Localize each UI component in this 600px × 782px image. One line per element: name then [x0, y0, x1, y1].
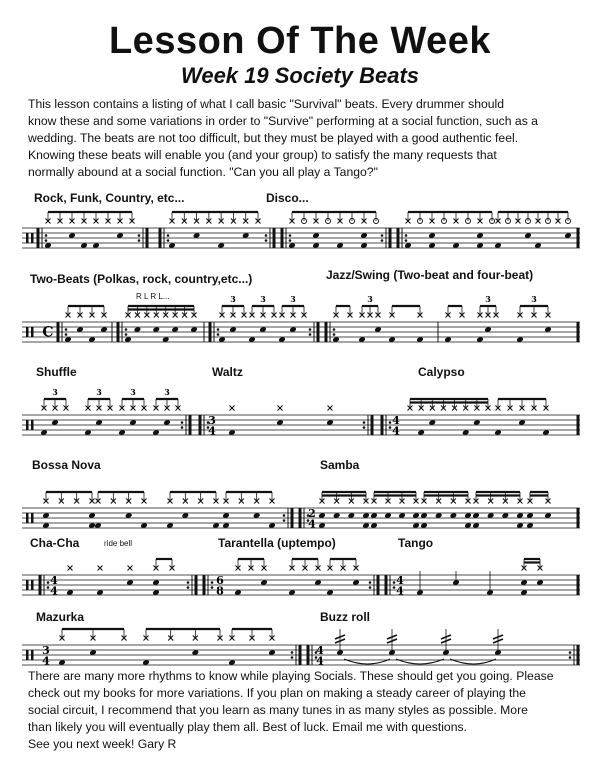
time-signature-bottom: 4 [396, 584, 404, 598]
repeat-dot [187, 586, 190, 589]
repeat-dot [309, 333, 312, 336]
lesson-title: Lesson Of The Week [108, 20, 492, 62]
triplet-mark: 3 [164, 387, 170, 397]
percussion-clef [26, 650, 29, 660]
triplet-mark: 3 [290, 294, 296, 304]
sticking-text: R L R L... [136, 292, 170, 301]
repeat-dot [289, 234, 292, 237]
time-signature-top: 3 [42, 644, 50, 657]
time-signature-top: 4 [396, 574, 404, 587]
label-samba: Samba [320, 458, 360, 472]
intro-line: know these and some variations in order to "Survive" performing at a social function, such as a [28, 114, 538, 128]
repeat-dot [211, 586, 214, 589]
time-signature-bottom: 8 [216, 584, 224, 598]
lesson-subtitle: Week 19 Society Beats [180, 63, 420, 88]
repeat-dot [381, 239, 384, 242]
time-signature-top: 4 [316, 644, 324, 657]
triplet-mark: 3 [531, 294, 537, 304]
percussion-clef [26, 233, 29, 243]
repeat-dot [45, 234, 48, 237]
repeat-dot [393, 581, 396, 584]
time-signature-top: 6 [216, 574, 224, 587]
label-tango: Tango [398, 536, 434, 550]
percussion-clef [26, 420, 29, 430]
triplet-mark: 3 [485, 294, 491, 304]
label-buzz-roll: Buzz roll [320, 610, 370, 624]
time-signature-bottom: 4 [42, 654, 50, 668]
repeat-dot [389, 421, 392, 424]
percussion-clef [26, 580, 29, 590]
repeat-dot [405, 239, 408, 242]
triplet-mark: 3 [367, 294, 373, 304]
percussion-clef [31, 513, 34, 523]
repeat-dot [333, 328, 336, 331]
time-signature-bottom: 4 [308, 517, 316, 531]
label-bossa-nova: Bossa Nova [32, 458, 101, 472]
common-time: C [42, 324, 54, 341]
repeat-dot [217, 328, 220, 331]
triplet-mark: 3 [96, 387, 102, 397]
repeat-dot [45, 239, 48, 242]
label-two-beats: Two-Beats (Polkas, rock, country,etc...) [30, 272, 253, 286]
repeat-dot [211, 581, 214, 584]
repeat-dot [369, 581, 372, 584]
repeat-dot [65, 333, 68, 336]
repeat-dot [167, 239, 170, 242]
percussion-clef [26, 513, 29, 523]
closing-line: social circuit, I recommend that you learn as many tunes in as many styles as possible. More [28, 703, 528, 717]
closing-line: See you next week! Gary R [28, 737, 177, 751]
intro-line: Knowing these beats will enable you (and your group) to satisfy the many requests that [28, 148, 497, 162]
repeat-dot [381, 234, 384, 237]
percussion-clef [31, 580, 34, 590]
time-signature-top: 4 [50, 574, 58, 587]
repeat-dot [181, 426, 184, 429]
repeat-dot [181, 421, 184, 424]
label-calypso: Calypso [418, 365, 465, 379]
repeat-dot [167, 234, 170, 237]
time-signature-bottom: 4 [316, 654, 324, 668]
label-cha-cha: Cha-Cha [30, 536, 80, 550]
triplet-mark: 3 [260, 294, 266, 304]
repeat-dot [187, 581, 190, 584]
label-rock: Rock, Funk, Country, etc... [34, 191, 185, 205]
repeat-dot [138, 234, 141, 237]
label-mazurka: Mazurka [36, 610, 85, 624]
repeat-dot [283, 519, 286, 522]
repeat-dot [217, 333, 220, 336]
time-signature-bottom: 4 [392, 424, 400, 438]
intro-line: wedding. The beats are not too difficult, but they must be played with a good authentic feel. [28, 131, 519, 145]
label-jazz: Jazz/Swing (Two-beat and four-beat) [326, 268, 534, 282]
repeat-dot [569, 651, 572, 654]
time-signature-top: 4 [392, 414, 400, 427]
triplet-mark: 3 [130, 387, 136, 397]
repeat-dot [138, 239, 141, 242]
repeat-dot [283, 514, 286, 517]
repeat-dot [47, 586, 50, 589]
closing-line: check out my books for more variations. If you plan on making a steady career of playing the [28, 686, 526, 700]
repeat-dot [393, 586, 396, 589]
repeat-dot [369, 586, 372, 589]
closing-line: than likely you will eventually play them all. Best of luck. Email me with questions. [28, 720, 467, 734]
repeat-dot [291, 656, 294, 659]
time-signature-top: 2 [308, 507, 316, 520]
closing-paragraph [28, 668, 584, 753]
repeat-dot [363, 421, 366, 424]
repeat-dot [265, 234, 268, 237]
intro-line: This lesson contains a listing of what I call basic "Survival" beats. Every drummer should [28, 97, 505, 111]
intro-line: normally abound at a social function. "Can you all play a Tango?" [28, 165, 378, 179]
label-tarantella: Tarantella (uptempo) [218, 536, 336, 550]
closing-line: There are many more rhythms to know while playing Socials. These should get you going. Please [28, 669, 554, 683]
percussion-clef [26, 327, 29, 337]
repeat-dot [125, 333, 128, 336]
repeat-dot [47, 581, 50, 584]
time-signature-bottom: 4 [208, 424, 216, 438]
percussion-clef [31, 650, 34, 660]
percussion-clef [31, 420, 34, 430]
repeat-dot [65, 328, 68, 331]
repeat-dot [363, 426, 366, 429]
triplet-mark: 3 [230, 294, 236, 304]
repeat-dot [291, 651, 294, 654]
repeat-dot [289, 239, 292, 242]
repeat-dot [333, 333, 336, 336]
time-signature-top: 3 [208, 414, 216, 427]
repeat-dot [125, 328, 128, 331]
percussion-clef [31, 233, 34, 243]
triplet-mark: 3 [52, 387, 58, 397]
repeat-dot [569, 656, 572, 659]
label-ride-bell: ride bell [104, 539, 133, 548]
label-shuffle: Shuffle [36, 365, 77, 379]
time-signature-bottom: 4 [50, 584, 58, 598]
repeat-dot [389, 426, 392, 429]
repeat-dot [309, 328, 312, 331]
percussion-clef [31, 327, 34, 337]
repeat-dot [405, 234, 408, 237]
label-disco: Disco... [266, 191, 309, 205]
repeat-dot [265, 239, 268, 242]
label-waltz: Waltz [212, 365, 243, 379]
